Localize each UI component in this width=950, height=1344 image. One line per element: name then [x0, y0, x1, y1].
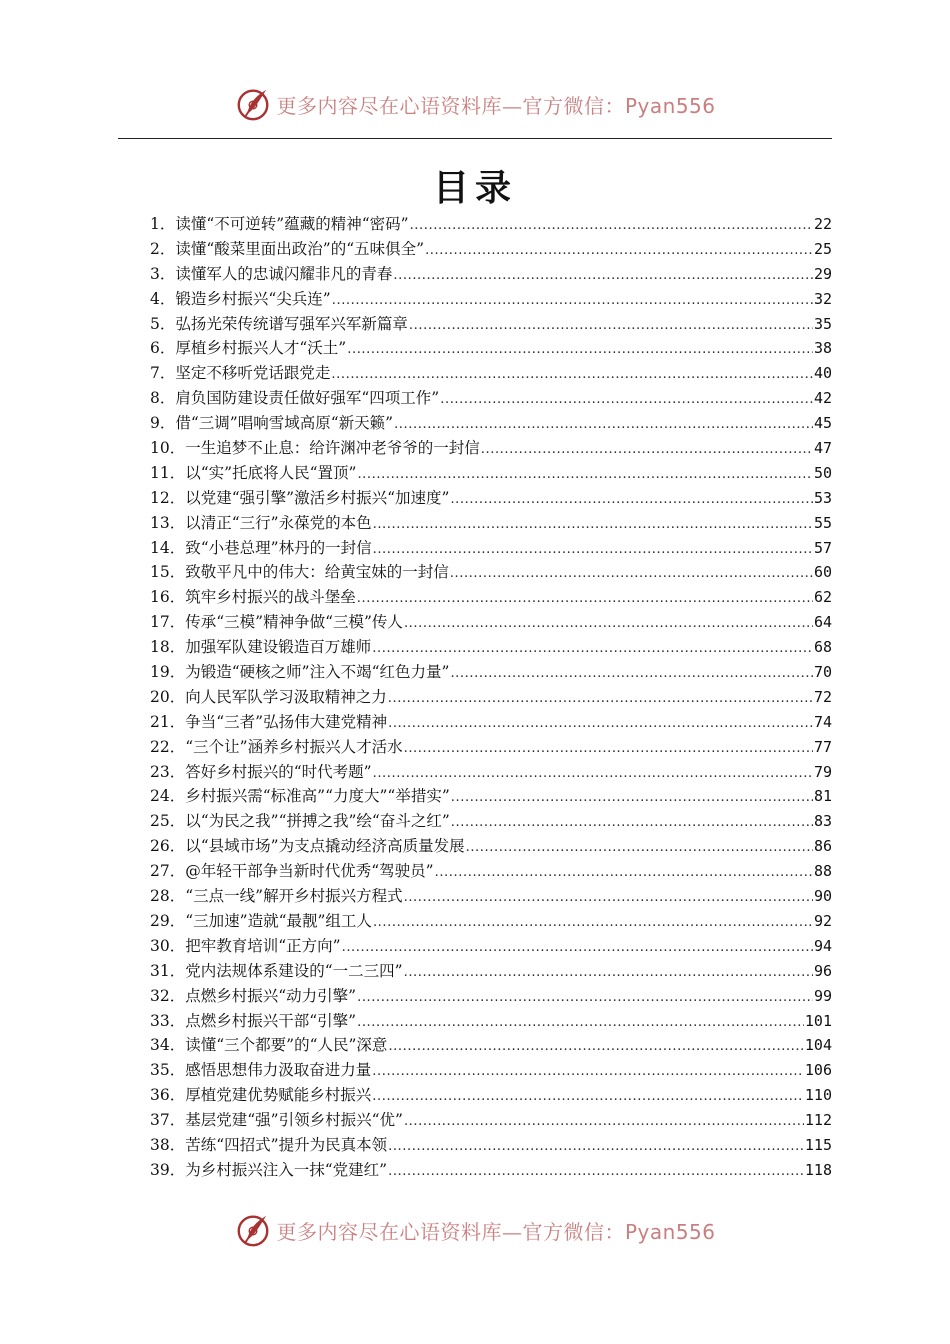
toc-entry-title: 厚植乡村振兴人才“沃土”: [175, 339, 347, 358]
toc-leader-dots: [404, 1110, 804, 1133]
toc-leader-dots: [373, 911, 813, 934]
toc-entry[interactable]: [150, 959, 832, 984]
toc-entry[interactable]: [150, 560, 832, 585]
toc-entry-page: 104: [804, 1036, 832, 1055]
toc-entry-number: 14．: [150, 538, 186, 557]
toc-entry[interactable]: [150, 262, 832, 287]
toc-entry[interactable]: [150, 486, 832, 511]
toc-leader-dots: [409, 314, 813, 337]
toc-leader-dots: [388, 1135, 804, 1158]
toc-entry-number: 3．: [150, 264, 176, 283]
toc-entry-page: 92: [813, 911, 832, 930]
toc-entry[interactable]: [150, 1009, 832, 1034]
toc-leader-dots: [373, 762, 813, 785]
toc-entry-page: 118: [804, 1160, 832, 1179]
toc-entry-title: “三加速”造就“最靓”组工人: [185, 911, 372, 930]
toc-entry-title: 读懂军人的忠诚闪耀非凡的青春: [175, 264, 393, 283]
toc-entry-number: 18．: [150, 638, 186, 657]
toc-entry[interactable]: [150, 237, 832, 262]
toc-entry-number: 25．: [150, 812, 186, 831]
toc-entry-number: 39．: [150, 1160, 186, 1179]
toc-entry-number: 8．: [150, 389, 176, 408]
toc-leader-dots: [404, 737, 813, 760]
toc-entry-page: 50: [813, 463, 832, 482]
toc-leader-dots: [347, 338, 813, 361]
toc-entry-page: 53: [813, 488, 832, 507]
toc-leader-dots: [404, 961, 813, 984]
toc-leader-dots: [342, 936, 813, 959]
toc-entry[interactable]: [150, 461, 832, 486]
toc-entry-number: 7．: [150, 364, 176, 383]
toc-entry[interactable]: [150, 735, 832, 760]
table-of-contents: [150, 212, 832, 1183]
toc-entry[interactable]: [150, 436, 832, 461]
toc-leader-dots: [357, 463, 813, 486]
toc-entry-page: 86: [813, 837, 832, 856]
toc-entry-title: @年轻干部争当新时代优秀“驾驶员”: [185, 862, 434, 881]
toc-entry-page: 94: [813, 936, 832, 955]
toc-entry-title: 点燃乡村振兴干部“引擎”: [185, 1011, 357, 1030]
toc-entry-page: 110: [804, 1086, 832, 1105]
toc-entry-number: 31．: [150, 961, 186, 980]
toc-entry[interactable]: [150, 361, 832, 386]
toc-entry[interactable]: [150, 411, 832, 436]
toc-entry[interactable]: [150, 710, 832, 735]
toc-entry[interactable]: [150, 934, 832, 959]
toc-entry-page: 70: [813, 663, 832, 682]
toc-leader-dots: [388, 1035, 803, 1058]
toc-entry-title: 致“小巷总理”林丹的一封信: [185, 538, 372, 557]
toc-entry[interactable]: [150, 536, 832, 561]
toc-leader-dots: [388, 1160, 804, 1183]
toc-leader-dots: [331, 363, 813, 386]
toc-entry-title: 一生追梦不止息：给许渊冲老爷爷的一封信: [185, 439, 480, 458]
toc-entry-number: 24．: [150, 787, 186, 806]
toc-entry-number: 36．: [150, 1086, 186, 1105]
toc-entry[interactable]: [150, 1108, 832, 1133]
toc-leader-dots: [357, 587, 813, 610]
toc-entry-number: 30．: [150, 936, 186, 955]
toc-entry-number: 5．: [150, 314, 176, 333]
toc-entry-number: 17．: [150, 613, 186, 632]
toc-leader-dots: [388, 687, 813, 710]
toc-entry[interactable]: [150, 834, 832, 859]
toc-entry-page: 101: [804, 1011, 832, 1030]
toc-entry-title: 锻造乡村振兴“尖兵连”: [175, 289, 331, 308]
toc-entry[interactable]: [150, 1033, 832, 1058]
toc-entry[interactable]: [150, 884, 832, 909]
toc-leader-dots: [372, 637, 813, 660]
toc-entry-page: 35: [813, 314, 832, 333]
toc-entry-title: 苦练“四招式”提升为民真本领: [185, 1135, 388, 1154]
toc-entry-title: 厚植党建优势赋能乡村振兴: [185, 1086, 372, 1105]
toc-entry[interactable]: [150, 610, 832, 635]
toc-entry-number: 28．: [150, 887, 186, 906]
toc-entry[interactable]: [150, 585, 832, 610]
toc-leader-dots: [332, 289, 813, 312]
toc-entry-number: 1．: [150, 215, 176, 233]
toc-entry-number: 35．: [150, 1061, 186, 1080]
toc-leader-dots: [373, 513, 813, 536]
toc-entry-number: 33．: [150, 1011, 186, 1030]
toc-entry[interactable]: [150, 511, 832, 536]
toc-entry-page: 106: [804, 1061, 832, 1080]
toc-entry[interactable]: [150, 336, 832, 361]
toc-entry-title: 致敬平凡中的伟大：给黄宝妹的一封信: [185, 563, 449, 582]
toc-entry-title: 争当“三者”弘扬伟大建党精神: [185, 712, 388, 731]
banner-text: 更多内容尽在心语资料库—官方微信：Pyan556: [276, 1219, 716, 1244]
toc-leader-dots: [425, 239, 813, 262]
toc-entry-page: 79: [813, 762, 832, 781]
toc-entry-number: 9．: [150, 414, 176, 433]
toc-entry[interactable]: [150, 212, 832, 237]
toc-entry-page: 22: [813, 215, 832, 233]
toc-entry-number: 20．: [150, 687, 186, 706]
toc-entry-number: 37．: [150, 1111, 186, 1130]
toc-entry-number: 38．: [150, 1135, 186, 1154]
toc-entry-title: 读懂“三个都要”的“人民”深意: [185, 1036, 388, 1055]
toc-entry-title: 基层党建“强”引领乡村振兴“优”: [185, 1111, 403, 1130]
toc-entry[interactable]: [150, 984, 832, 1009]
toc-entry-title: 读懂“不可逆转”蕴藏的精神“密码”: [175, 215, 409, 233]
toc-entry-title: 把牢教育培训“正方向”: [185, 936, 341, 955]
toc-entry-title: 读懂“酸菜里面出政治”的“五味俱全”: [175, 239, 425, 258]
quill-logo-icon: [234, 1211, 272, 1249]
toc-leader-dots: [481, 438, 813, 461]
toc-entry-page: 62: [813, 588, 832, 607]
toc-entry[interactable]: [150, 287, 832, 312]
banner-text: 更多内容尽在心语资料库—官方微信：Pyan556: [276, 93, 716, 118]
toc-entry-title: 坚定不移听党话跟党走: [175, 364, 331, 383]
toc-entry-number: 6．: [150, 339, 176, 358]
toc-entry-number: 23．: [150, 762, 186, 781]
page-title: 目录: [432, 167, 517, 209]
toc-entry-title: 弘扬光荣传统谱写强军兴军新篇章: [175, 314, 408, 333]
toc-entry-page: 25: [813, 239, 832, 258]
toc-entry-title: 为乡村振兴注入一抹“党建红”: [185, 1160, 388, 1179]
toc-entry-title: 向人民军队学习汲取精神之力: [185, 687, 387, 706]
toc-entry-page: 32: [813, 289, 832, 308]
toc-entry-page: 90: [813, 887, 832, 906]
toc-entry-page: 81: [813, 787, 832, 806]
toc-leader-dots: [393, 264, 813, 287]
toc-entry-title: 答好乡村振兴的“时代考题”: [185, 762, 372, 781]
toc-leader-dots: [410, 214, 813, 237]
toc-entry[interactable]: [150, 784, 832, 809]
toc-entry-number: 15．: [150, 563, 186, 582]
toc-leader-dots: [372, 1085, 804, 1108]
toc-entry-number: 34．: [150, 1036, 186, 1055]
toc-entry-page: 68: [813, 638, 832, 657]
toc-entry-number: 21．: [150, 712, 186, 731]
toc-leader-dots: [450, 562, 813, 585]
toc-entry-title: 党内法规体系建设的“一二三四”: [185, 961, 403, 980]
toc-entry-page: 57: [813, 538, 832, 557]
toc-entry[interactable]: [150, 312, 832, 337]
toc-entry-title: 以“实”托底将人民“置顶”: [185, 463, 357, 482]
toc-entry-page: 77: [813, 737, 832, 756]
toc-leader-dots: [451, 811, 813, 834]
toc-entry-page: 60: [813, 563, 832, 582]
toc-entry-number: 4．: [150, 289, 176, 308]
toc-entry[interactable]: [150, 809, 832, 834]
toc-leader-dots: [372, 1060, 804, 1083]
toc-entry-page: 74: [813, 712, 832, 731]
footer-banner: [0, 1210, 950, 1250]
toc-leader-dots: [450, 662, 813, 685]
toc-entry-title: 以“县域市场”为支点撬动经济高质量发展: [185, 837, 465, 856]
toc-leader-dots: [450, 488, 813, 511]
toc-entry-title: 点燃乡村振兴“动力引擎”: [185, 986, 357, 1005]
toc-entry-number: 29．: [150, 911, 186, 930]
toc-entry-page: 115: [804, 1135, 832, 1154]
toc-leader-dots: [404, 886, 813, 909]
toc-entry[interactable]: [150, 660, 832, 685]
toc-leader-dots: [357, 986, 813, 1009]
toc-entry-number: 10．: [150, 439, 186, 458]
toc-entry-page: 47: [813, 439, 832, 458]
toc-entry-number: 22．: [150, 737, 186, 756]
toc-entry[interactable]: [150, 386, 832, 411]
header-banner: [0, 84, 950, 124]
toc-entry-page: 45: [813, 414, 832, 433]
toc-entry-number: 11．: [150, 463, 186, 482]
toc-leader-dots: [357, 1011, 804, 1034]
toc-entry-title: 为锻造“硬核之师”注入不竭“红色力量”: [185, 663, 450, 682]
toc-entry-page: 38: [813, 339, 832, 358]
toc-entry-number: 12．: [150, 488, 186, 507]
toc-leader-dots: [373, 538, 813, 561]
toc-leader-dots: [440, 388, 813, 411]
toc-entry-page: 88: [813, 862, 832, 881]
toc-entry-title: 肩负国防建设责任做好强军“四项工作”: [175, 389, 440, 408]
wechat-id: Pyan556: [624, 93, 716, 118]
toc-entry-page: 83: [813, 812, 832, 831]
toc-entry-title: “三个让”涵养乡村振兴人才活水: [185, 737, 403, 756]
toc-entry-page: 40: [813, 364, 832, 383]
toc-entry-number: 2．: [150, 239, 176, 258]
toc-entry-number: 16．: [150, 588, 186, 607]
toc-entry[interactable]: [150, 909, 832, 934]
toc-entry-number: 27．: [150, 862, 186, 881]
toc-entry-title: 乡村振兴需“标准高”“力度大”“举措实”: [185, 787, 450, 806]
toc-entry[interactable]: [150, 1133, 832, 1158]
toc-entry-page: 72: [813, 687, 832, 706]
toc-entry-number: 13．: [150, 513, 186, 532]
toc-entry-page: 99: [813, 986, 832, 1005]
toc-entry-title: 传承“三模”精神争做“三模”传人: [185, 613, 403, 632]
toc-leader-dots: [388, 712, 813, 735]
toc-entry-number: 19．: [150, 663, 186, 682]
toc-entry-title: 加强军队建设锻造百万雄师: [185, 638, 372, 657]
toc-entry-title: 以党建“强引擎”激活乡村振兴“加速度”: [185, 488, 450, 507]
toc-entry-page: 42: [813, 389, 832, 408]
toc-entry[interactable]: [150, 685, 832, 710]
toc-entry[interactable]: [150, 635, 832, 660]
toc-entry-page: 55: [813, 513, 832, 532]
toc-entry-page: 112: [804, 1111, 832, 1130]
toc-leader-dots: [404, 612, 813, 635]
wechat-id: Pyan556: [624, 1219, 716, 1244]
toc-leader-dots: [466, 836, 813, 859]
toc-entry-title: “三点一线”解开乡村振兴方程式: [185, 887, 403, 906]
toc-leader-dots: [394, 413, 813, 436]
toc-entry-title: 以“为民之我”“拼搏之我”绘“奋斗之红”: [185, 812, 450, 831]
toc-entry-number: 26．: [150, 837, 186, 856]
toc-entry-page: 29: [813, 264, 832, 283]
header-rule: [118, 138, 832, 139]
toc-entry[interactable]: [150, 760, 832, 785]
toc-leader-dots: [435, 861, 813, 884]
toc-entry-page: 64: [813, 613, 832, 632]
toc-entry-title: 感悟思想伟力汲取奋进力量: [185, 1061, 372, 1080]
quill-logo-icon: [234, 85, 272, 123]
toc-entry[interactable]: [150, 1158, 832, 1183]
toc-entry-page: 96: [813, 961, 832, 980]
toc-entry-title: 以清正“三行”永葆党的本色: [185, 513, 372, 532]
toc-entry-number: 32．: [150, 986, 186, 1005]
toc-entry[interactable]: [150, 1058, 832, 1083]
toc-entry-title: 借“三调”唱响雪域高原“新天籁”: [175, 414, 394, 433]
toc-entry[interactable]: [150, 859, 832, 884]
toc-entry[interactable]: [150, 1083, 832, 1108]
toc-leader-dots: [451, 786, 813, 809]
toc-entry-title: 筑牢乡村振兴的战斗堡垒: [185, 588, 356, 607]
